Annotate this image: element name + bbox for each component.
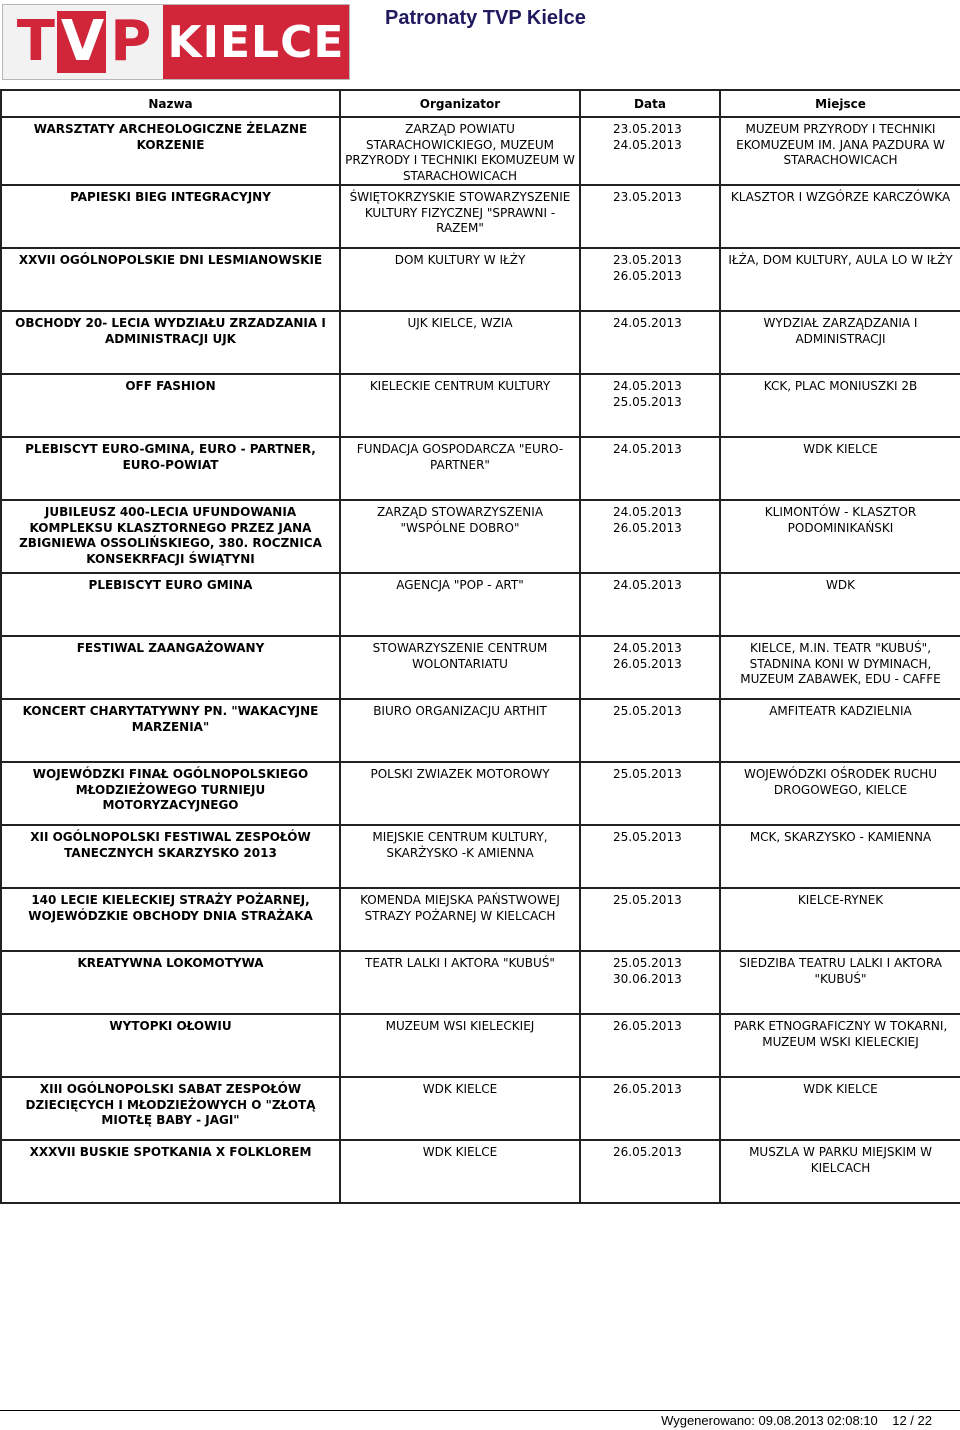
event-place: IŁŻA, DOM KULTURY, AULA LO W IŁŻY: [720, 248, 960, 311]
event-organizer: BIURO ORGANIZACJU ARTHIT: [340, 699, 580, 762]
event-place: WYDZIAŁ ZARZĄDZANIA I ADMINISTRACJI: [720, 311, 960, 374]
event-place: SIEDZIBA TEATRU LALKI I AKTORA "KUBUŚ": [720, 951, 960, 1014]
event-organizer: MIEJSKIE CENTRUM KULTURY, SKARŻYSKO -K AMIENNA: [340, 825, 580, 888]
tvp-kielce-logo: [2, 4, 350, 80]
event-name: WYTOPKI OŁOWIU: [1, 1014, 340, 1077]
event-date: 25.05.2013 30.06.2013: [580, 951, 720, 1014]
logo-tvp-part: T V P: [3, 5, 163, 79]
event-organizer: FUNDACJA GOSPODARCZA "EURO-PARTNER": [340, 437, 580, 500]
event-name: OBCHODY 20- LECIA WYDZIAŁU ZRZADZANIA I ADMINISTRACJI UJK: [1, 311, 340, 374]
event-name: KONCERT CHARYTATYWNY PN. "WAKACYJNE MARZENIA": [1, 699, 340, 762]
event-organizer: ŚWIĘTOKRZYSKIE STOWARZYSZENIE KULTURY FIZYCZNEJ "SPRAWNI - RAZEM": [340, 185, 580, 248]
event-date: 24.05.2013: [580, 573, 720, 636]
column-header-place: Miejsce: [720, 90, 960, 117]
event-name: PLEBISCYT EURO-GMINA, EURO - PARTNER, EURO-POWIAT: [1, 437, 340, 500]
event-place: WDK: [720, 573, 960, 636]
table-row: [1, 888, 960, 951]
event-date: 23.05.2013 26.05.2013: [580, 248, 720, 311]
event-name: FESTIWAL ZAANGAŻOWANY: [1, 636, 340, 699]
event-date: 26.05.2013: [580, 1077, 720, 1140]
table-row: [1, 500, 960, 573]
page-title: Patronaty TVP Kielce: [385, 7, 586, 29]
event-date: 25.05.2013: [580, 888, 720, 951]
table-header-row: [1, 90, 960, 117]
event-name: WARSZTATY ARCHEOLOGICZNE ŻELAZNE KORZENIE: [1, 117, 340, 185]
event-place: KIELCE, M.IN. TEATR "KUBUŚ", STADNINA KONI W DYMINACH, MUZEUM ZABAWEK, EDU - CAFFE: [720, 636, 960, 699]
table-row: [1, 311, 960, 374]
event-place: WOJEWÓDZKI OŚRODEK RUCHU DROGOWEGO, KIELCE: [720, 762, 960, 825]
event-organizer: WDK KIELCE: [340, 1140, 580, 1203]
event-date: 23.05.2013 24.05.2013: [580, 117, 720, 185]
header: [0, 0, 960, 82]
event-organizer: ZARZĄD POWIATU STARACHOWICKIEGO, MUZEUM PRZYRODY I TECHNIKI EKOMUZEUM W STARACHOWICACH: [340, 117, 580, 185]
event-place: WDK KIELCE: [720, 437, 960, 500]
column-header-name: Nazwa: [1, 90, 340, 117]
table-row: [1, 699, 960, 762]
event-name: WOJEWÓDZKI FINAŁ OGÓLNOPOLSKIEGO MŁODZIEŻOWEGO TURNIEJU MOTORYZACYJNEGO: [1, 762, 340, 825]
event-date: 26.05.2013: [580, 1140, 720, 1203]
page-number: 12 / 22: [892, 1413, 932, 1428]
event-name: XXVII OGÓLNOPOLSKIE DNI LESMIANOWSKIE: [1, 248, 340, 311]
event-name: 140 LECIE KIELECKIEJ STRAŻY POŻARNEJ, WOJEWÓDZKIE OBCHODY DNIA STRAŻAKA: [1, 888, 340, 951]
event-organizer: POLSKI ZWIAZEK MOTOROWY: [340, 762, 580, 825]
event-place: MUSZLA W PARKU MIEJSKIM W KIELCACH: [720, 1140, 960, 1203]
event-date: 24.05.2013 26.05.2013: [580, 500, 720, 573]
event-place: AMFITEATR KADZIELNIA: [720, 699, 960, 762]
event-name: PLEBISCYT EURO GMINA: [1, 573, 340, 636]
event-date: 24.05.2013 26.05.2013: [580, 636, 720, 699]
event-place: MCK, SKARZYSKO - KAMIENNA: [720, 825, 960, 888]
event-place: MUZEUM PRZYRODY I TECHNIKI EKOMUZEUM IM. JANA PAZDURA W STARACHOWICACH: [720, 117, 960, 185]
page-footer: [661, 1413, 932, 1428]
patronage-table: [0, 89, 960, 1204]
event-name: KREATYWNA LOKOMOTYWA: [1, 951, 340, 1014]
event-organizer: KOMENDA MIEJSKA PAŃSTWOWEJ STRAZY POŻARNEJ W KIELCACH: [340, 888, 580, 951]
event-organizer: TEATR LALKI I AKTORA "KUBUŚ": [340, 951, 580, 1014]
event-name: XII OGÓLNOPOLSKI FESTIWAL ZESPOŁÓW TANECZNYCH SKARZYSKO 2013: [1, 825, 340, 888]
column-header-organizer: Organizator: [340, 90, 580, 117]
event-organizer: MUZEUM WSI KIELECKIEJ: [340, 1014, 580, 1077]
event-date: 25.05.2013: [580, 825, 720, 888]
generated-timestamp: Wygenerowano: 09.08.2013 02:08:10: [661, 1413, 878, 1428]
event-date: 24.05.2013: [580, 437, 720, 500]
event-place: KLIMONTÓW - KLASZTOR PODOMINIKAŃSKI: [720, 500, 960, 573]
table-row: [1, 117, 960, 185]
event-date: 24.05.2013 25.05.2013: [580, 374, 720, 437]
event-name: PAPIESKI BIEG INTEGRACYJNY: [1, 185, 340, 248]
table-row: [1, 951, 960, 1014]
event-name: XIII OGÓLNOPOLSKI SABAT ZESPOŁÓW DZIECIĘCYCH I MŁODZIEŻOWYCH O "ZŁOTĄ MIOTŁĘ BABY - JAGI": [1, 1077, 340, 1140]
event-place: KLASZTOR I WZGÓRZE KARCZÓWKA: [720, 185, 960, 248]
event-date: 25.05.2013: [580, 762, 720, 825]
logo-kielce-part: KIELCE: [163, 5, 349, 79]
table-row: [1, 573, 960, 636]
table-row: [1, 185, 960, 248]
table-row: [1, 1140, 960, 1203]
table-row: [1, 762, 960, 825]
event-place: KIELCE-RYNEK: [720, 888, 960, 951]
column-header-date: Data: [580, 90, 720, 117]
event-organizer: UJK KIELCE, WZIA: [340, 311, 580, 374]
event-organizer: DOM KULTURY W IŁŻY: [340, 248, 580, 311]
event-place: WDK KIELCE: [720, 1077, 960, 1140]
footer-divider: [0, 1410, 960, 1411]
table-row: [1, 1077, 960, 1140]
event-date: 24.05.2013: [580, 311, 720, 374]
event-place: PARK ETNOGRAFICZNY W TOKARNI, MUZEUM WSKI KIELECKIEJ: [720, 1014, 960, 1077]
table-row: [1, 437, 960, 500]
event-organizer: KIELECKIE CENTRUM KULTURY: [340, 374, 580, 437]
table-row: [1, 248, 960, 311]
table-row: [1, 374, 960, 437]
event-date: 25.05.2013: [580, 699, 720, 762]
table-row: [1, 636, 960, 699]
event-organizer: STOWARZYSZENIE CENTRUM WOLONTARIATU: [340, 636, 580, 699]
event-organizer: AGENCJA "POP - ART": [340, 573, 580, 636]
table-row: [1, 1014, 960, 1077]
event-organizer: WDK KIELCE: [340, 1077, 580, 1140]
event-name: JUBILEUSZ 400-LECIA UFUNDOWANIA KOMPLEKSU KLASZTORNEGO PRZEZ JANA ZBIGNIEWA OSSOLIŃSKIEGO, 380. ROCZNICA KONSEKRFACJI ŚWIĄTYNI: [1, 500, 340, 573]
event-name: XXXVII BUSKIE SPOTKANIA X FOLKLOREM: [1, 1140, 340, 1203]
table-row: [1, 825, 960, 888]
event-date: 23.05.2013: [580, 185, 720, 248]
event-place: KCK, PLAC MONIUSZKI 2B: [720, 374, 960, 437]
event-organizer: ZARZĄD STOWARZYSZENIA "WSPÓLNE DOBRO": [340, 500, 580, 573]
event-date: 26.05.2013: [580, 1014, 720, 1077]
event-name: OFF FASHION: [1, 374, 340, 437]
